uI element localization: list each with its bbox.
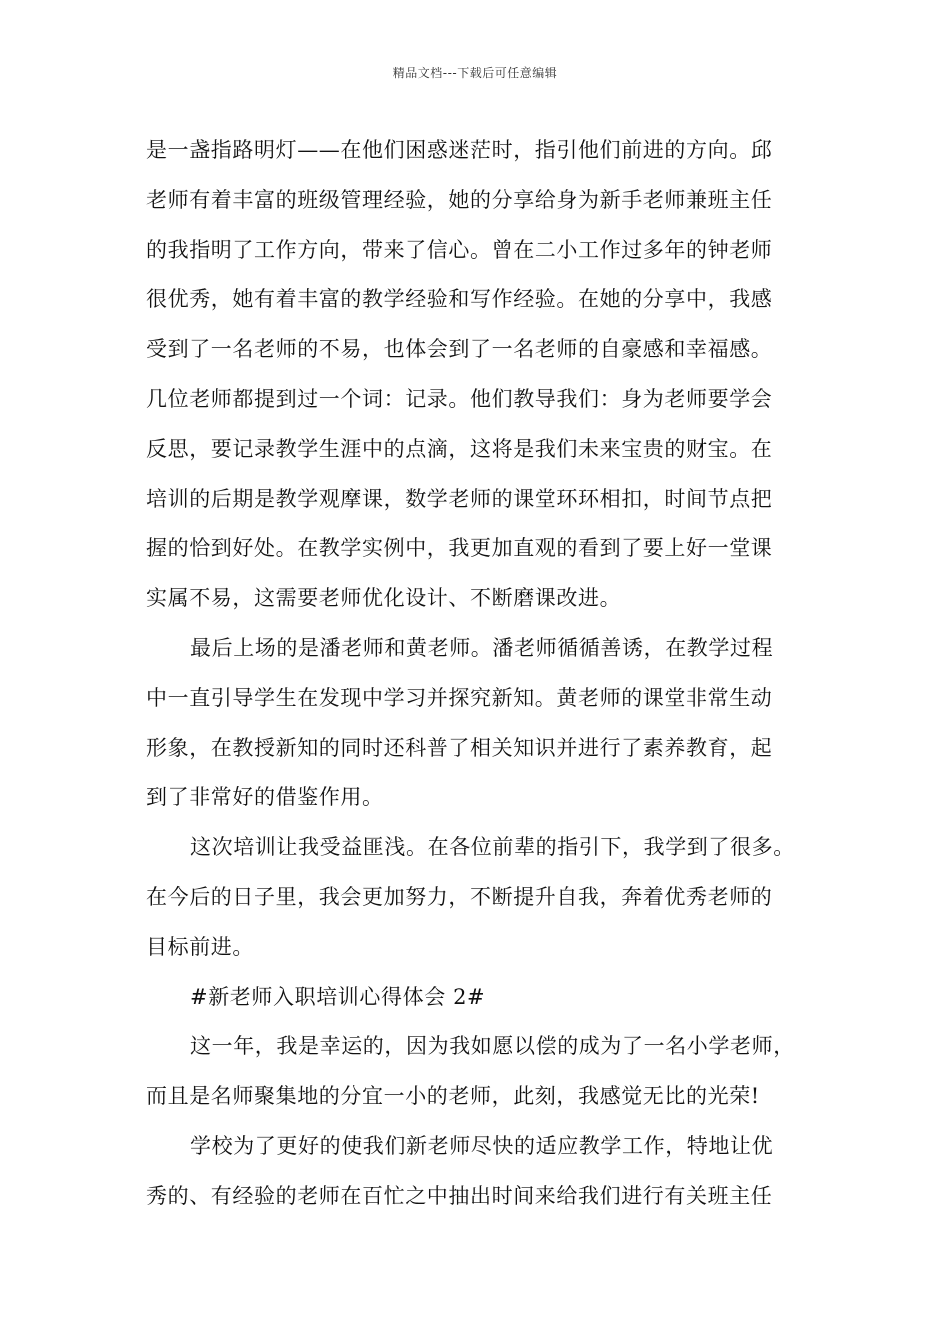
text-line: 在今后的日子里，我会更加努力，不断提升自我，奔着优秀老师的 [146,884,773,909]
text-line: 最后上场的是潘老师和黄老师。潘老师循循善诱，在教学过程 [190,635,774,660]
text-line: 到了非常好的借鉴作用。 [146,785,384,810]
text-line: 形象，在教授新知的同时还科普了相关知识并进行了素养教育，起 [146,735,773,760]
text-line: 而且是名师聚集地的分宜一小的老师，此刻，我感觉无比的光荣! [146,1084,760,1109]
text-line: 的我指明了工作方向，带来了信心。曾在二小工作过多年的钟老师 [146,237,773,262]
text-line: 这一年，我是幸运的，因为我如愿以偿的成为了一名小学老师， [190,1034,795,1059]
text-line: 学校为了更好的使我们新老师尽快的适应教学工作，特地让优 [190,1133,774,1158]
text-line: #新老师入职培训心得体会 2# [190,984,486,1009]
text-line: 目标前进。 [146,934,254,959]
text-line: 握的恰到好处。在教学实例中，我更加直观的看到了要上好一堂课 [146,536,773,561]
text-line: 这次培训让我受益匪浅。在各位前辈的指引下，我学到了很多。 [190,835,795,860]
body-text [146,126,816,1222]
text-line: 实属不易，这需要老师优化设计、不断磨课改进。 [146,586,622,611]
text-line: 是一盏指路明灯——在他们困惑迷茫时，指引他们前进的方向。邱 [146,138,773,162]
text-line: 很优秀，她有着丰富的教学经验和写作经验。在她的分享中，我感 [146,287,773,312]
text-line: 老师有着丰富的班级管理经验，她的分享给身为新手老师兼班主任 [146,187,773,212]
text-line: 几位老师都提到过一个词：记录。他们教导我们：身为老师要学会 [146,386,773,411]
text-line: 受到了一名老师的不易，也体会到了一名老师的自豪感和幸福感。 [146,337,773,362]
text-line: 反思，要记录教学生涯中的点滴，这将是我们未来宝贵的财宝。在 [146,436,773,461]
text-line: 培训的后期是教学观摩课，数学老师的课堂环环相扣，时间节点把 [146,486,773,511]
text-line: 中一直引导学生在发现中学习并探究新知。黄老师的课堂非常生动 [146,685,773,710]
text-line: 秀的、有经验的老师在百忙之中抽出时间来给我们进行有关班主任 [146,1183,773,1208]
page-header: 精品文档---下载后可任意编辑 [392,66,558,80]
